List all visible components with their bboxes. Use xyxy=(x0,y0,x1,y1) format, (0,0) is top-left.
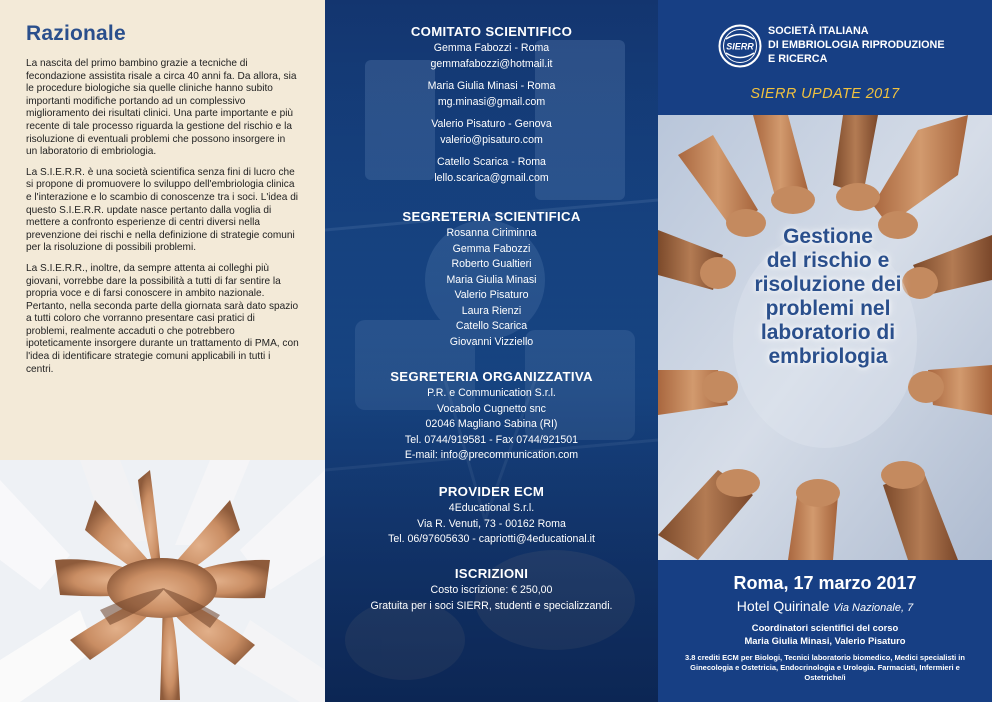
stacked-hands-photo xyxy=(0,460,325,702)
segreteria-scientifica-heading: SEGRETERIA SCIENTIFICA xyxy=(402,209,581,224)
ecm-credits: 3.8 crediti ECM per Biologi, Tecnici laboratorio biomedico, Medici specialisti in Ginecologia e Ostetricia, Endocrinologia e Urologia. Farmacisti, Infermieri e Ostetriche/i xyxy=(685,653,965,683)
provider-heading: PROVIDER ECM xyxy=(438,484,545,499)
hotel-address: Via Nazionale, 7 xyxy=(833,602,914,614)
coordinators xyxy=(658,622,992,647)
segreteria-organizzativa-section xyxy=(325,369,658,464)
segreteria-member: Catello Scarica xyxy=(455,320,528,332)
comitato-line: Gemma Fabozzi - Roma xyxy=(433,42,550,54)
comitato-email[interactable]: valerio@pisaturo.com xyxy=(440,133,543,146)
title-line: laboratorio di xyxy=(760,321,896,344)
segreteria-member: Maria Giulia Minasi xyxy=(446,273,537,286)
comitato-line: Valerio Pisaturo - Genova xyxy=(431,118,552,130)
cover-header xyxy=(658,0,992,115)
title-line: del rischio e xyxy=(766,249,890,272)
coordinators-names: Maria Giulia Minasi, Valerio Pisaturo xyxy=(744,634,906,646)
update-label: SIERR UPDATE 2017 xyxy=(750,86,900,102)
rationale-text-area xyxy=(0,0,325,460)
rationale-paragraph-2: La S.I.E.R.R. è una società scientifica senza fini di lucro che si propone di promuovere lo sviluppo dell'embriologia clinica e l'interazione e lo scambio di conoscenze tra i soci. L'idea di questo S.I.E.R.R. update nasce pertanto dalla voglia di mettere a confronto esperienze di centri diversi nella prevenzione dei rischi e nella definizione di strategie comuni per la risoluzione di possibili problemi. xyxy=(26,166,299,254)
hotel-name: Hotel Quirinale xyxy=(736,598,830,614)
segreteria-member: Rosanna Ciriminna xyxy=(446,227,537,239)
organizer-line: 02046 Magliano Sabina (RI) xyxy=(425,418,558,430)
provider-line: 4Educational S.r.l. xyxy=(448,502,535,514)
segreteria-member: Gemma Fabozzi xyxy=(452,242,531,255)
logo-text: SIERR xyxy=(726,41,754,52)
rationale-heading: Razionale xyxy=(26,22,126,45)
comitato-scientifico-section xyxy=(325,24,658,186)
event-venue xyxy=(658,598,992,614)
organizer-line: P.R. e Communication S.r.l. xyxy=(427,387,556,399)
rationale-paragraph-3: La S.I.E.R.R., inoltre, da sempre attenta ai colleghi più giovani, vorrebbe dare la possibilità a tutti di far sentire la propria voce e di farsi conoscere in ambito nazionale. Pertanto, nella seconda parte della giornata sarà dato spazio a tutti coloro che vorranno presentare casi pratici di problemi, realmente accaduti o che potrebbero ipoteticamente insorgere durante un trattamento di PMA, con l'idea di identificare strategie comuni applicabili in tutti i centri. xyxy=(26,262,299,375)
rationale-panel xyxy=(0,0,325,702)
rationale-paragraph-1: La nascita del primo bambino grazie a tecniche di fecondazione assistita risale a circa 40 anni fa. Da allora, sia le procedure biologiche sia quelle cliniche hanno subito importanti modifiche portando ad un complessivo miglioramento dei risultati clinici. Una parte importante e più recente di tale processo riguarda la gestione del rischio e la risoluzione di eventuali problemi che possono insorgere in un laboratorio di embriologia. xyxy=(26,58,297,158)
comitato-line: Catello Scarica - Roma xyxy=(437,156,546,168)
iscrizioni-section xyxy=(325,566,658,614)
provider-ecm-section xyxy=(325,484,658,548)
society-line: SOCIETÀ ITALIANA xyxy=(768,25,869,37)
organizer-line: Vocabolo Cugnetto snc xyxy=(437,402,546,415)
comitato-email[interactable]: mg.minasi@gmail.com xyxy=(437,95,546,108)
iscrizioni-heading: ISCRIZIONI xyxy=(454,566,529,581)
organizer-phone: Tel. 0744/919581 - Fax 0744/921501 xyxy=(404,433,579,446)
organizer-email[interactable]: E-mail: info@precommunication.com xyxy=(404,449,579,461)
society-line: E RICERCA xyxy=(768,53,828,66)
comitato-line: Maria Giulia Minasi - Roma xyxy=(427,80,556,92)
sierr-logo-icon xyxy=(718,24,762,68)
segreteria-member: Laura Rienzi xyxy=(461,304,522,317)
event-title xyxy=(728,225,928,369)
segreteria-scientifica-section xyxy=(325,209,658,350)
segreteria-member: Giovanni Vizziello xyxy=(449,335,534,348)
title-line: embriologia xyxy=(768,345,888,368)
event-details xyxy=(658,560,992,702)
title-line: risoluzione dei xyxy=(754,273,902,296)
segreteria-organizzativa-heading: SEGRETERIA ORGANIZZATIVA xyxy=(390,369,593,384)
provider-line: Via R. Venuti, 73 - 00162 Roma xyxy=(417,517,566,530)
info-panel xyxy=(325,0,658,702)
provider-contact[interactable]: Tel. 06/97605630 - capriotti@4educational.it xyxy=(388,533,595,545)
cover-panel xyxy=(658,0,992,702)
comitato-heading: COMITATO SCIENTIFICO xyxy=(410,24,573,39)
segreteria-member: Roberto Gualtieri xyxy=(451,258,532,270)
iscrizioni-free: Gratuita per i soci SIERR, studenti e specializzandi. xyxy=(370,599,613,612)
comitato-email[interactable]: lello.scarica@gmail.com xyxy=(434,171,549,184)
title-line: Gestione xyxy=(783,225,873,248)
society-line: DI EMBRIOLOGIA RIPRODUZIONE xyxy=(768,39,945,52)
event-date: Roma, 17 marzo 2017 xyxy=(733,573,917,593)
title-line: problemi nel xyxy=(765,297,891,320)
comitato-email[interactable]: gemmafabozzi@hotmail.it xyxy=(430,57,553,70)
society-name xyxy=(768,24,978,67)
stacked-hands-illustration xyxy=(0,460,325,702)
segreteria-member: Valerio Pisaturo xyxy=(454,289,529,301)
coordinators-label: Coordinatori scientifici del corso xyxy=(751,622,899,633)
iscrizioni-cost: Costo iscrizione: € 250,00 xyxy=(430,584,553,596)
